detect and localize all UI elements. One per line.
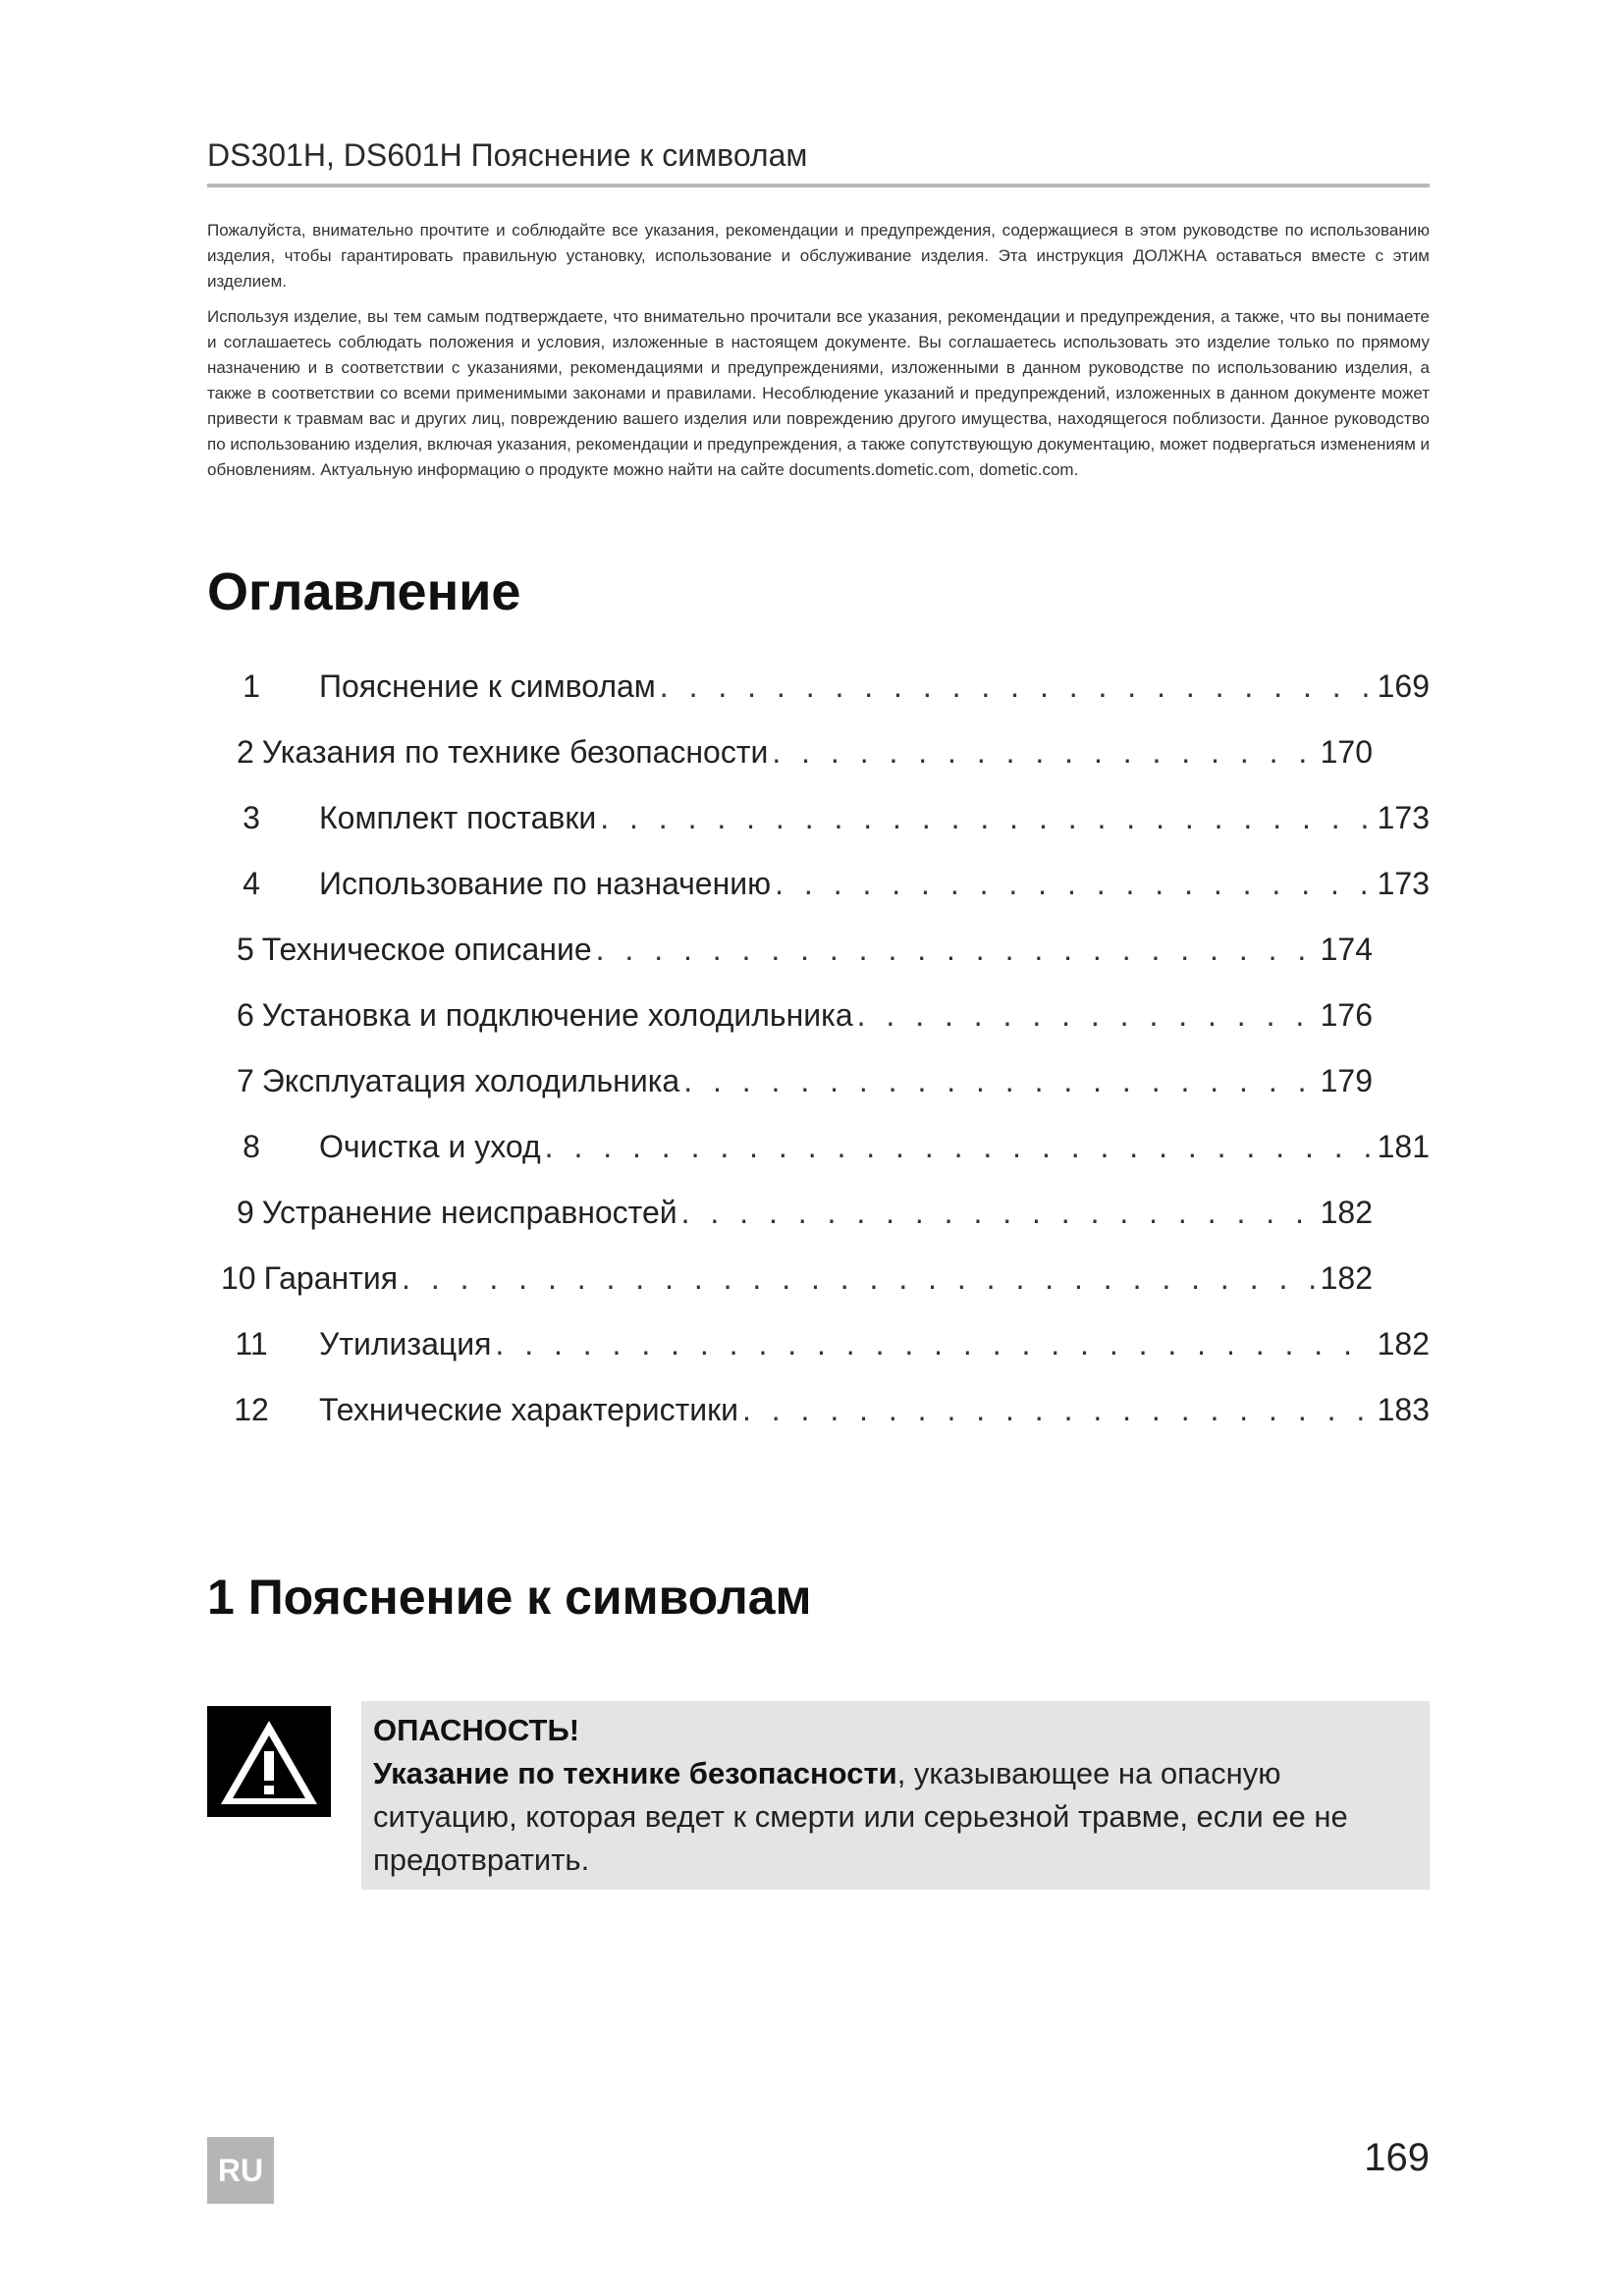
toc-entry-page: 176 bbox=[1320, 997, 1373, 1033]
toc-leader-dots bbox=[600, 800, 1373, 836]
intro-paragraph: Пожалуйста, внимательно прочтите и соблюдайте все указания, рекомендации и предупреждения, содержащиеся в этом руководстве по использованию изделия, чтобы гарантировать правильную установку, использование и обслуживание изделия. Эта инструкция ДОЛЖНА оставаться вместе с этим изделием. bbox=[207, 221, 1430, 291]
toc-entry-number: 3 bbox=[243, 800, 260, 835]
toc-entry[interactable] bbox=[207, 1048, 1373, 1114]
toc-entry-label: Использование по назначению bbox=[319, 866, 772, 901]
toc-entry-label: Очистка и уход bbox=[319, 1129, 541, 1164]
page-header: DS301H, DS601H Пояснение к символам bbox=[207, 137, 1430, 187]
toc-entry-number: 12 bbox=[234, 1392, 269, 1427]
toc-entry-page: 182 bbox=[1320, 1260, 1373, 1296]
toc-entry-page: 183 bbox=[1377, 1392, 1430, 1427]
toc-leader-dots bbox=[402, 1260, 1317, 1297]
toc-entry-page: 169 bbox=[1377, 668, 1430, 704]
toc-entry-number: 8 bbox=[243, 1129, 260, 1164]
warning-triangle-icon bbox=[207, 1706, 331, 1817]
toc-entry-number: 1 bbox=[243, 668, 260, 704]
section-title: 1 Пояснение к символам bbox=[207, 1570, 812, 1625]
toc-entry-label: Указания по технике безопасности bbox=[261, 734, 769, 770]
toc-entry[interactable] bbox=[207, 720, 1373, 785]
toc-entry-label: Пояснение к символам bbox=[319, 668, 656, 704]
danger-text bbox=[373, 1752, 1418, 1882]
toc-entry-number: 5 bbox=[237, 932, 254, 967]
toc-entry-label: Комплект поставки bbox=[319, 800, 597, 835]
toc-entry-label: Устранение неисправностей bbox=[261, 1195, 677, 1230]
toc-entry-number: 9 bbox=[237, 1195, 254, 1230]
toc-entry-number: 6 bbox=[237, 997, 254, 1033]
toc-entry-page: 182 bbox=[1377, 1326, 1430, 1362]
danger-bold-text: Указание по технике безопасности bbox=[373, 1756, 897, 1790]
danger-heading: ОПАСНОСТЬ! bbox=[373, 1713, 580, 1747]
toc-leader-dots bbox=[775, 866, 1373, 902]
toc-entry[interactable] bbox=[207, 851, 1430, 917]
toc-entry-page: 174 bbox=[1320, 932, 1373, 967]
toc-leader-dots bbox=[742, 1392, 1374, 1428]
intro-paragraph: Используя изделие, вы тем самым подтверждаете, что внимательно прочитали все указания, рекомендации и предупреждения, а также, что вы понимаете и соглашаетесь соблюдать положения и условия, изложенные в настоящем документе. Вы соглашаетесь использовать это изделие только по прямому назначению и в соответствии с указаниями, рекомендациями и предупреждениями, изложенными в данном руководстве по использованию изделия, а также в соответствии со всеми применимыми законами и правилами. Несоблюдение указаний и предупреждений, изложенных в данном документе может привести к травмам вас и других лиц, повреждению вашего изделия или повреждению другого имущества, находящегося поблизости. Данное руководство по использованию изделия, включая указания, рекомендации и предупреждения, а также сопутствующую документацию, может подвергаться изменениям и обновлениям. Актуальную информацию о продукте можно найти на сайте documents.dometic.com, dometic.com. bbox=[207, 307, 1430, 479]
toc-entry-number: 4 bbox=[243, 866, 260, 901]
toc-leader-dots bbox=[495, 1326, 1373, 1362]
language-badge: RU bbox=[207, 2137, 274, 2204]
table-of-contents bbox=[207, 654, 1430, 1443]
toc-entry[interactable] bbox=[207, 1311, 1430, 1377]
toc-entry-number: 2 bbox=[237, 734, 254, 770]
toc-entry[interactable] bbox=[207, 785, 1430, 851]
toc-entry-page: 182 bbox=[1320, 1195, 1373, 1230]
toc-entry-label: Установка и подключение холодильника bbox=[261, 997, 853, 1033]
toc-entry[interactable] bbox=[207, 1180, 1373, 1246]
toc-entry-number: 7 bbox=[237, 1063, 254, 1098]
toc-entry-label: Утилизация bbox=[319, 1326, 492, 1362]
toc-title: Оглавление bbox=[207, 562, 521, 621]
toc-entry-page: 179 bbox=[1320, 1063, 1373, 1098]
toc-leader-dots bbox=[683, 1063, 1316, 1099]
page-number: 169 bbox=[1364, 2136, 1430, 2179]
toc-entry[interactable] bbox=[207, 1246, 1373, 1311]
toc-entry-page: 173 bbox=[1377, 800, 1430, 835]
toc-entry-label: Технические характеристики bbox=[319, 1392, 738, 1427]
toc-leader-dots bbox=[772, 734, 1316, 771]
toc-entry[interactable] bbox=[207, 1114, 1430, 1180]
danger-notice bbox=[361, 1701, 1430, 1890]
toc-leader-dots bbox=[596, 932, 1317, 968]
danger-body-text: , указывающее на опасную ситуацию, которая ведет к смерти или серьезной травме, если ее не предотвратить. bbox=[373, 1756, 1348, 1877]
toc-entry-label: Гарантия bbox=[263, 1260, 399, 1296]
toc-entry-number: 10 bbox=[221, 1260, 256, 1296]
toc-entry-page: 170 bbox=[1320, 734, 1373, 770]
toc-entry-label: Эксплуатация холодильника bbox=[261, 1063, 680, 1098]
toc-leader-dots bbox=[681, 1195, 1317, 1231]
toc-entry[interactable] bbox=[207, 917, 1373, 983]
toc-entry-number: 11 bbox=[235, 1326, 268, 1362]
toc-leader-dots bbox=[857, 997, 1317, 1034]
toc-leader-dots bbox=[545, 1129, 1374, 1165]
toc-entry[interactable] bbox=[207, 983, 1373, 1048]
toc-leader-dots bbox=[660, 668, 1374, 705]
toc-entry[interactable] bbox=[207, 1377, 1430, 1443]
toc-entry-page: 173 bbox=[1377, 866, 1430, 901]
toc-entry[interactable] bbox=[207, 654, 1430, 720]
toc-entry-label: Техническое описание bbox=[261, 932, 592, 967]
toc-entry-page: 181 bbox=[1377, 1129, 1430, 1164]
intro-text bbox=[207, 218, 1430, 493]
